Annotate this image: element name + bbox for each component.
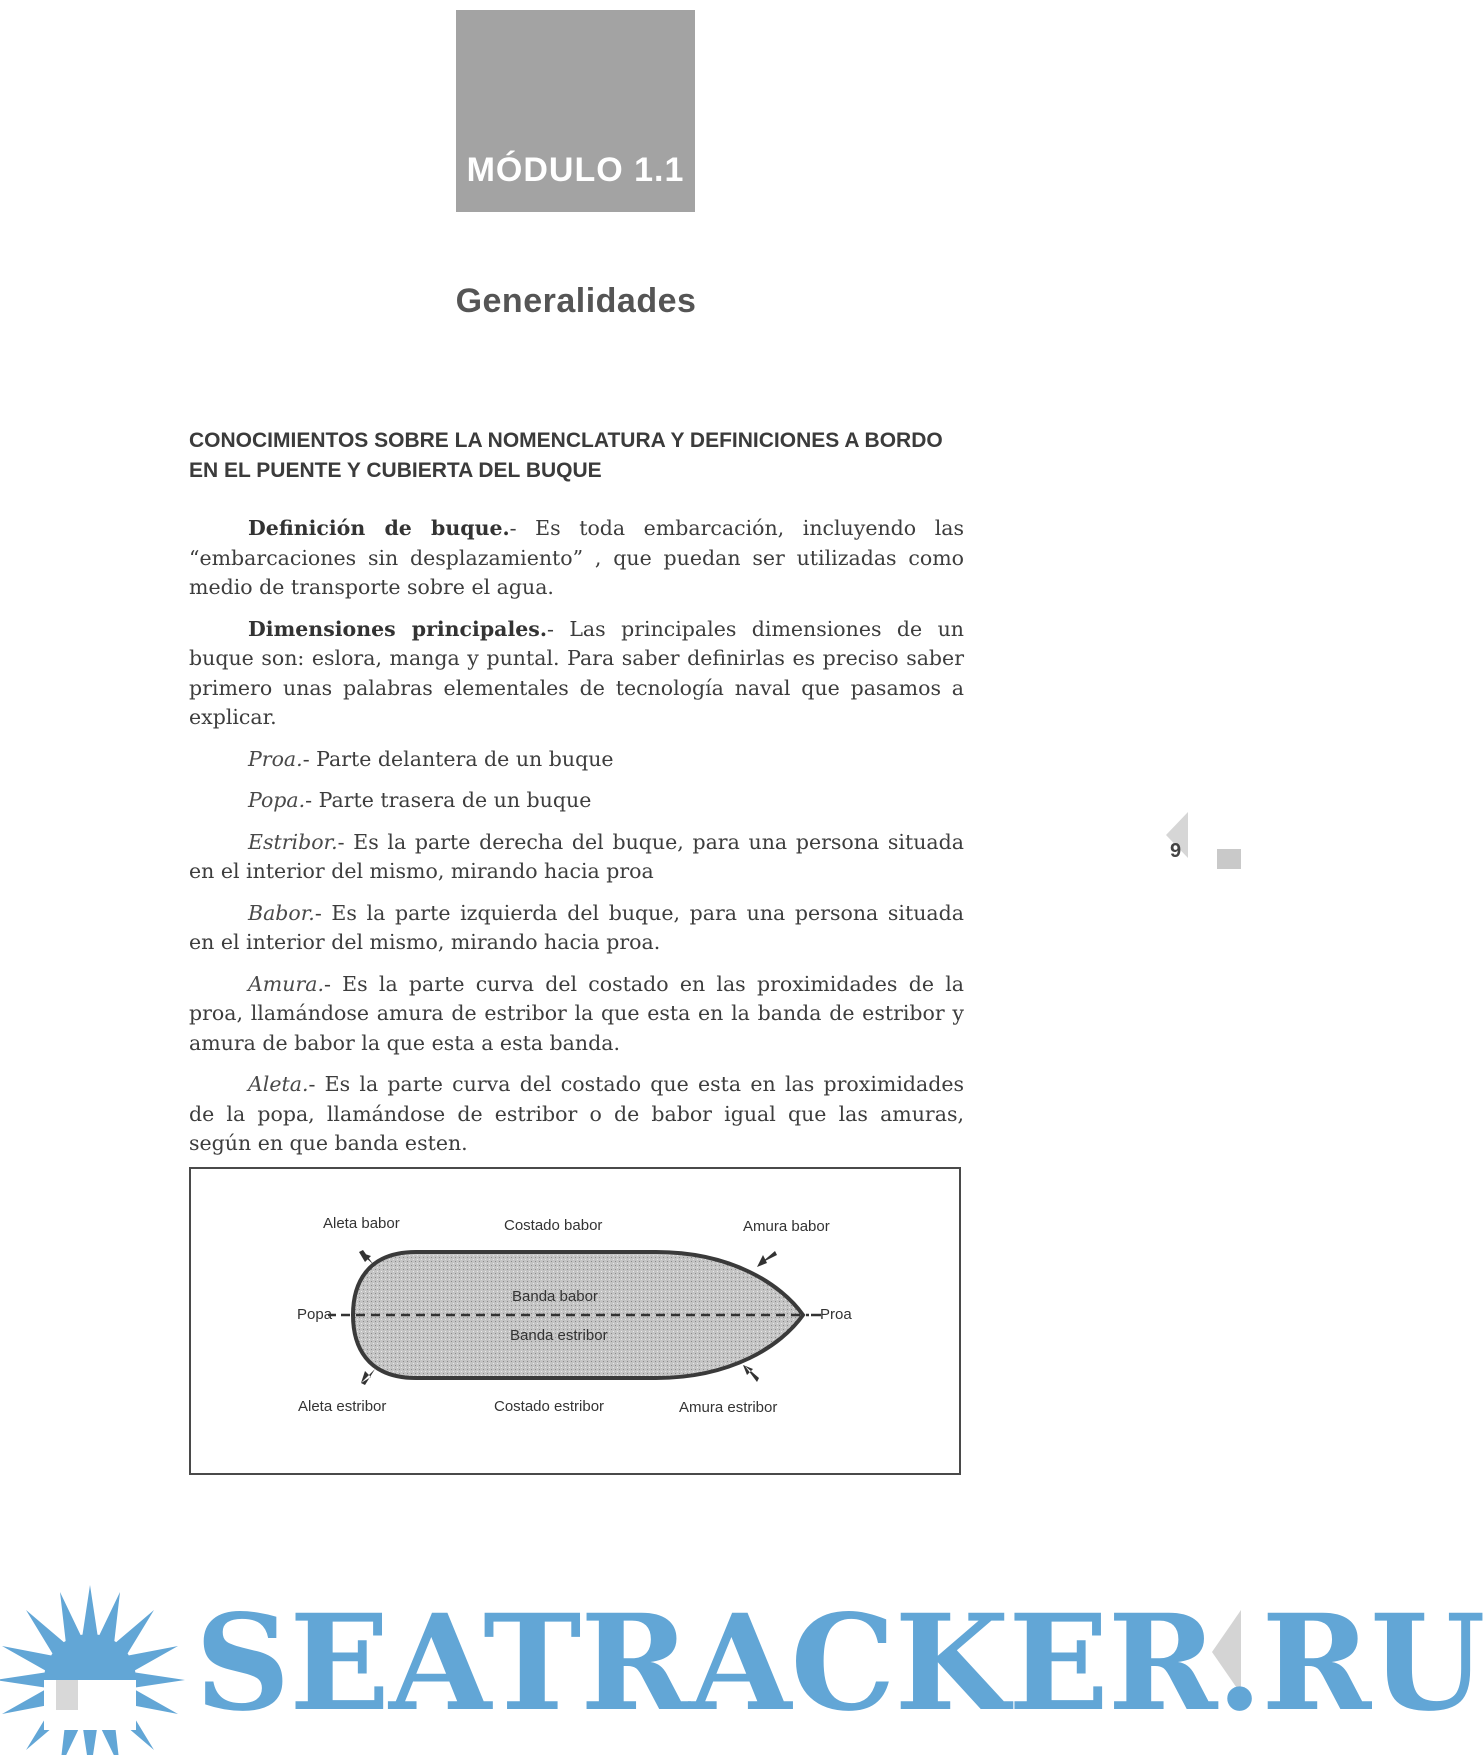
label-popa: Popa xyxy=(297,1306,333,1323)
term: Estribor. xyxy=(248,829,338,854)
arrow-aleta-babor-icon xyxy=(359,1250,373,1264)
label-aleta-babor: Aleta babor xyxy=(323,1215,400,1232)
label-costado-babor: Costado babor xyxy=(504,1217,603,1234)
paragraph-popa xyxy=(189,786,964,816)
arrow-aleta-estribor-icon xyxy=(361,1369,375,1385)
paragraph-babor xyxy=(189,899,964,958)
paragraph-amura xyxy=(189,970,964,1059)
paragraph-proa xyxy=(189,745,964,775)
paragraph-aleta xyxy=(189,1070,964,1159)
sun-logo-icon xyxy=(0,1585,185,1755)
arrow-amura-estribor-icon xyxy=(743,1365,759,1382)
term: Popa. xyxy=(248,788,306,812)
watermark-text: SEATRACKER.RU xyxy=(195,1586,1484,1741)
label-amura-estribor: Amura estribor xyxy=(679,1399,778,1416)
label-aleta-estribor: Aleta estribor xyxy=(298,1398,387,1415)
body-text xyxy=(189,514,964,1171)
term: Amura. xyxy=(248,971,324,996)
ship-diagram xyxy=(189,1167,961,1475)
label-banda-babor: Banda babor xyxy=(512,1288,598,1305)
page-title: Generalidades xyxy=(455,282,697,320)
label-costado-estribor: Costado estribor xyxy=(494,1398,605,1415)
definition: - Parte trasera de un buque xyxy=(305,788,592,812)
definition: - Es la parte curva del costado que esta en las proximidades de la popa, llamándose de estribor o de babor igual que las amuras, según en que banda esten. xyxy=(189,1072,964,1155)
definition: - Es toda embarcación, incluyendo las “embarcaciones sin desplazamiento” , que puedan ser utilizadas como medio de transporte sobre el agua. xyxy=(189,516,964,599)
label-amura-babor: Amura babor xyxy=(743,1218,830,1235)
term: Babor. xyxy=(248,900,315,925)
paragraph-estribor xyxy=(189,828,964,887)
page-number: 9 xyxy=(1170,840,1182,862)
paragraph-dimensiones xyxy=(189,615,964,733)
definition: - Las principales dimensiones de un buque son: eslora, manga y puntal. Para saber definirlas es preciso saber primero unas palabras elementales de tecnología naval que pasamos a explicar. xyxy=(189,616,964,729)
paragraph-definicion-buque xyxy=(189,514,964,603)
arrow-amura-babor-icon xyxy=(757,1251,777,1267)
module-label: MÓDULO 1.1 xyxy=(466,151,685,189)
term: Aleta. xyxy=(248,1072,309,1096)
definition: - Es la parte curva del costado en las proximidades de la proa, llamándose amura de estribor la que esta en la banda de estribor y amura de babor la que esta a esta banda. xyxy=(189,971,964,1055)
term: Definición de buque. xyxy=(248,516,510,540)
definition: - Es la parte izquierda del buque, para una persona situada en el interior del mismo, mirando hacia proa. xyxy=(189,900,964,954)
definition: - Es la parte derecha del buque, para una persona situada en el interior del mismo, mirando hacia proa xyxy=(189,829,964,883)
label-banda-estribor: Banda estribor xyxy=(510,1327,608,1344)
term: Dimensiones principales. xyxy=(248,616,547,641)
term: Proa. xyxy=(248,746,303,771)
definition: - Parte delantera de un buque xyxy=(302,746,614,771)
section-heading: CONOCIMIENTOS SOBRE LA NOMENCLATURA Y DEFINICIONES A BORDO EN EL PUENTE Y CUBIERTA DEL BUQUE xyxy=(189,429,943,482)
label-proa: Proa xyxy=(820,1306,852,1323)
module-header-box xyxy=(456,10,695,212)
